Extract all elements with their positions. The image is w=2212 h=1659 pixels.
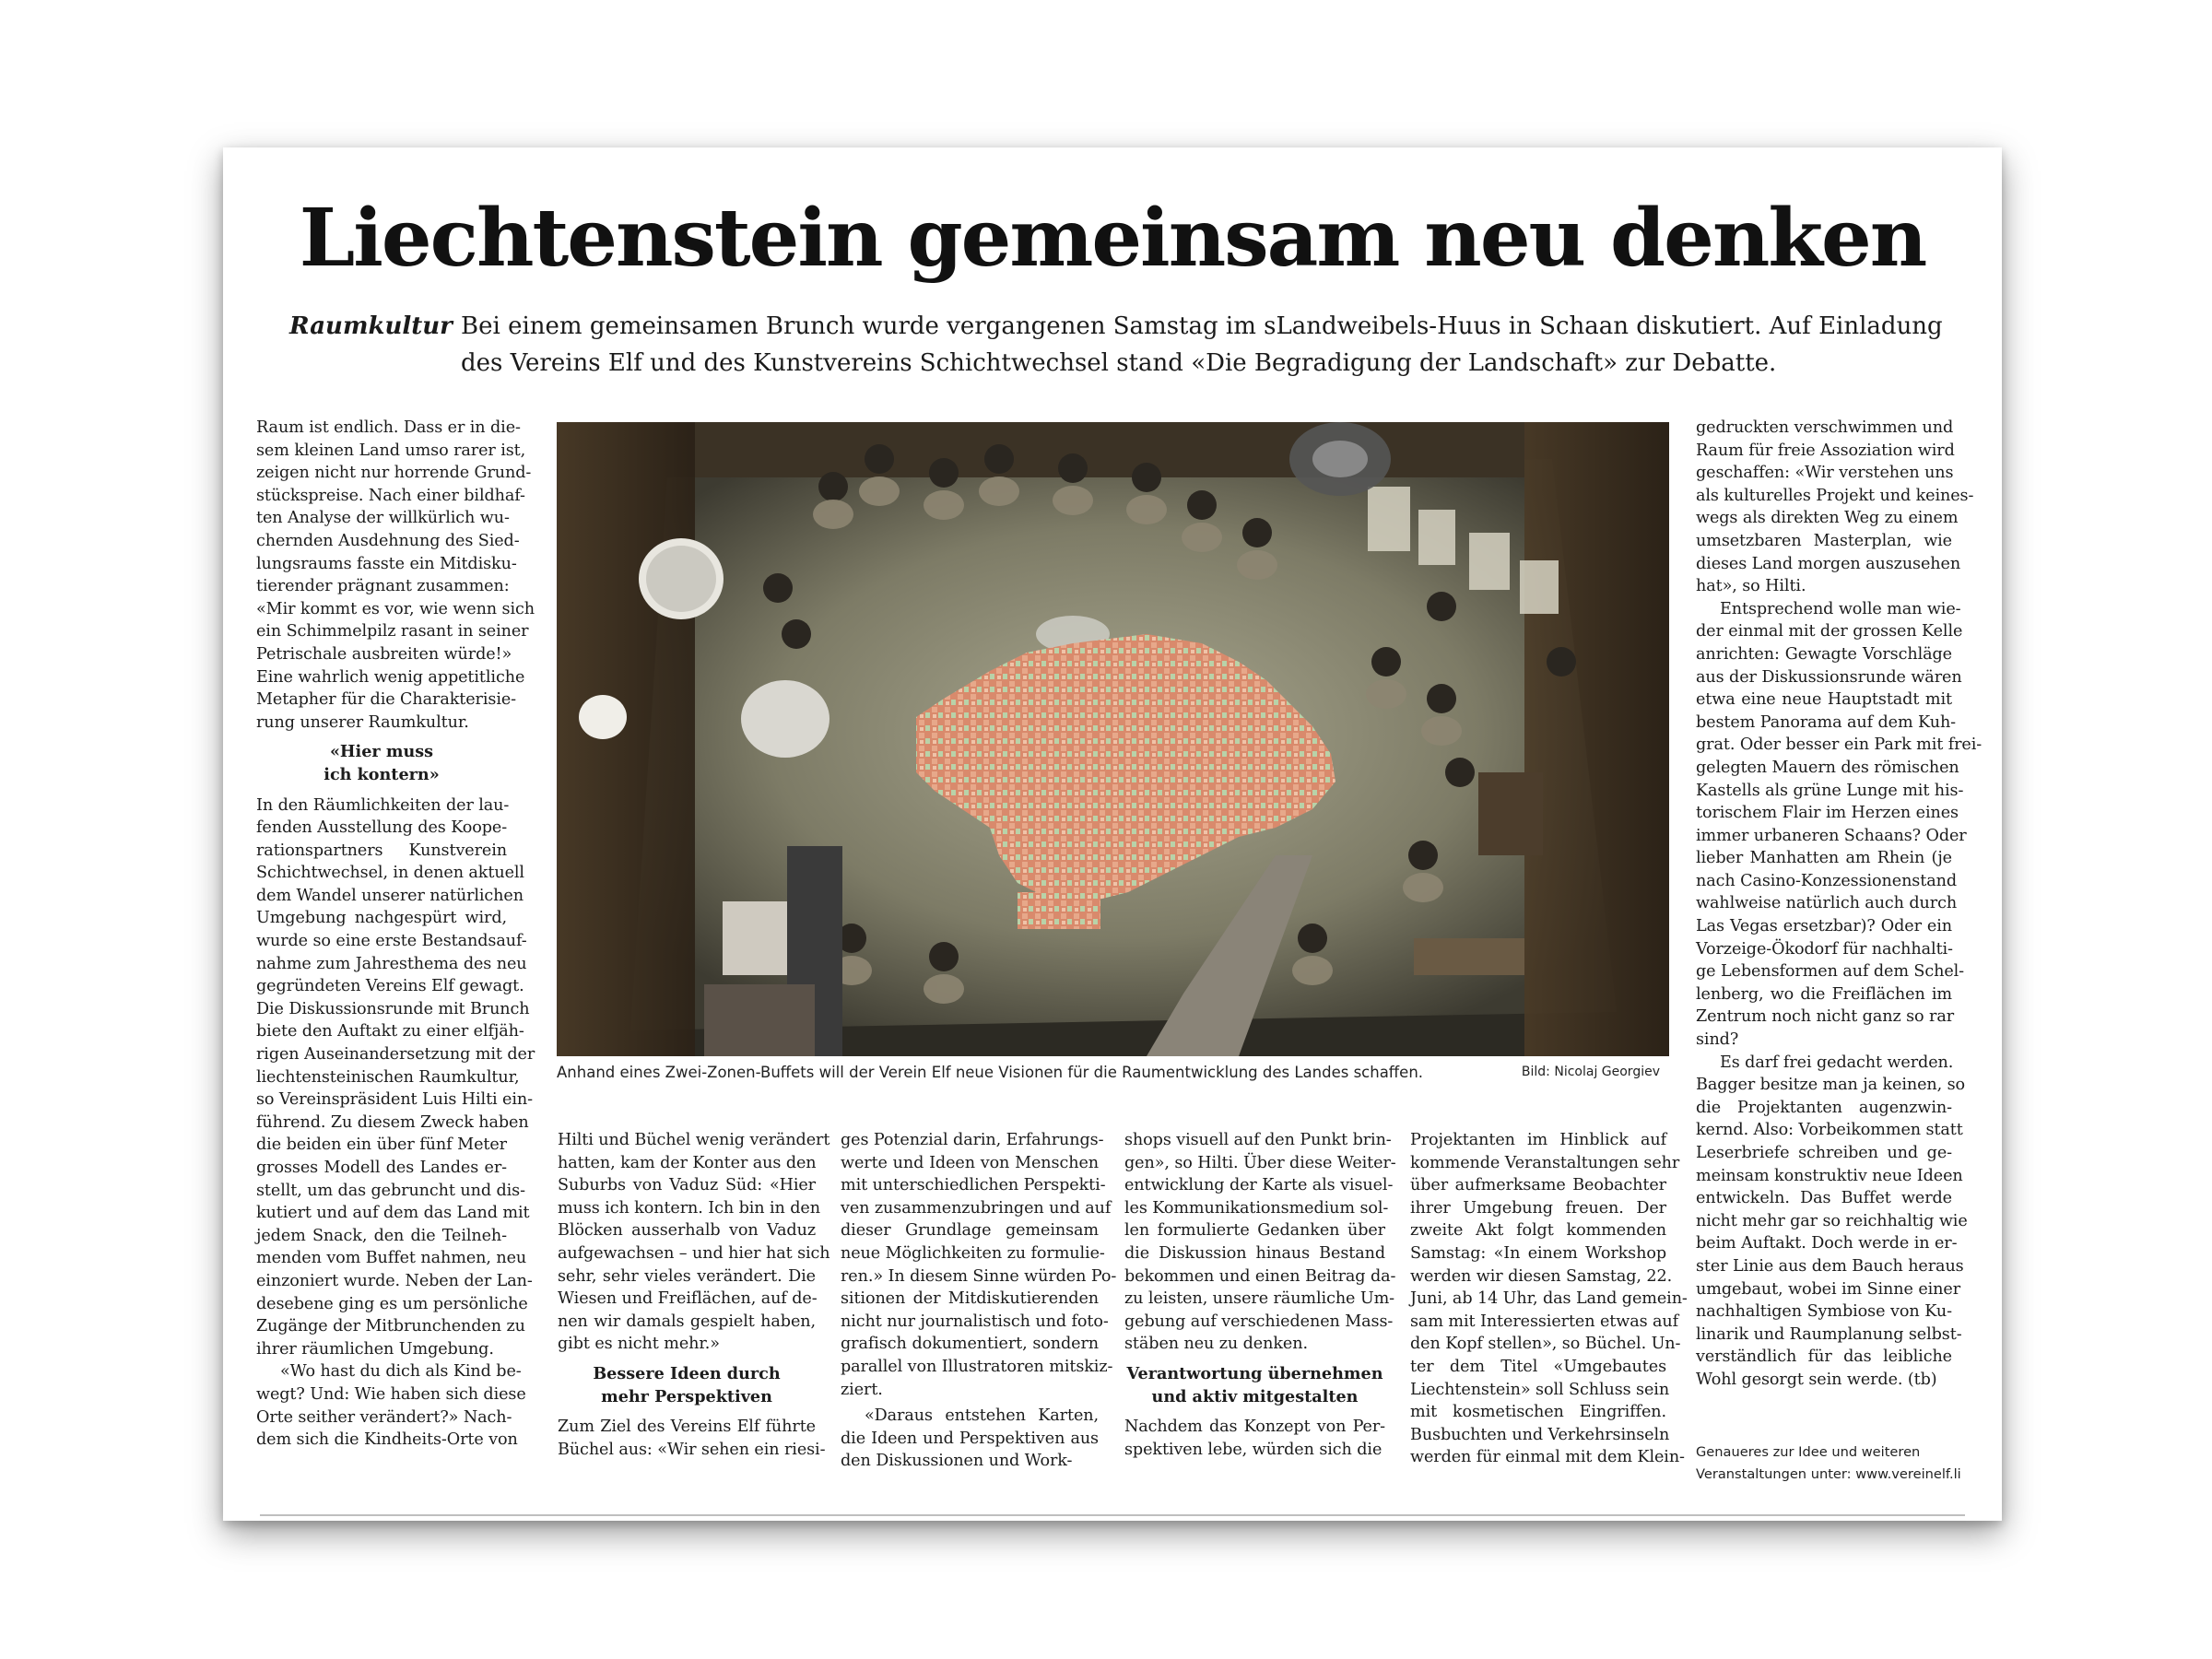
text-line: Entsprechend wolle man wie-: [1720, 599, 1961, 618]
text-line: gebung auf verschiedenen Mass-: [1124, 1312, 1394, 1331]
photo-caption: [557, 1064, 1669, 1081]
text-line: ziert.: [841, 1380, 883, 1399]
text-line: zeigen nicht nur horrende Grund-: [256, 464, 532, 483]
text-line: gegründeten Vereins Elf gewagt.: [256, 977, 524, 996]
text-line: In den Räumlichkeiten der lau-: [256, 795, 510, 815]
text-line: Nachdem das Konzept von Per-: [1124, 1418, 1385, 1437]
text-line: Die Diskussionsrunde mit Brunch: [256, 999, 530, 1018]
text-line: kernd. Also: Vorbeikommen statt: [1696, 1121, 1963, 1140]
text-line: grosses Modell des Landes er-: [256, 1159, 507, 1177]
text-line: den Kopf stellen», so Büchel. Un-: [1410, 1335, 1681, 1354]
subheading: Verantwortung übernehmen: [1126, 1363, 1383, 1383]
text-line: Juni, ab 14 Uhr, das Land gemein-: [1410, 1289, 1688, 1309]
text-line: nach Casino-Konzessionenstand: [1696, 871, 1957, 890]
text-line: die Projektanten augenzwin-: [1696, 1098, 1952, 1117]
text-line: gelegten Mauern des römischen: [1696, 758, 1959, 777]
text-line: lenberg, wo die Freiflächen im: [1696, 984, 1952, 1004]
text-line: Kastells als grüne Lunge mit his-: [1696, 781, 1964, 800]
text-line: Zugänge der Mitbrunchenden zu: [256, 1317, 525, 1336]
text-line: ge Lebensformen auf dem Schel-: [1696, 962, 1965, 982]
text-line: wahlweise natürlich auch durch: [1696, 894, 1958, 913]
info-box: [1696, 1441, 1961, 1486]
text-line: aus der Diskussionsrunde wären: [1696, 667, 1962, 687]
text-line: anrichten: Gewagte Vorschläge: [1696, 644, 1952, 664]
text-line: dem Wandel unserer natürlichen: [256, 886, 524, 905]
text-line: linarik und Raumplanung selbst-: [1696, 1324, 1962, 1344]
text-line: Wohl gesorgt sein werde. (tb): [1696, 1370, 1937, 1389]
text-line: bekommen und einen Beitrag da-: [1124, 1266, 1396, 1286]
text-line: tierender prägnant zusammen:: [256, 577, 510, 596]
text-line: Samstag: «In einem Workshop: [1410, 1243, 1666, 1263]
photo-illustration: [557, 422, 1669, 1056]
text-line: fenden Ausstellung des Koope-: [256, 818, 508, 838]
text-line: wegt? Und: Wie haben sich diese: [256, 1384, 526, 1404]
text-line: sind?: [1696, 1030, 1739, 1050]
deck-line-1: Bei einem gemeinsamen Brunch wurde vergangenen Samstag im sLandweibels-Huus in Schaan diskutiert. Auf Einladung: [461, 312, 1943, 340]
info-line-1: Genaueres zur Idee und weiteren: [1696, 1444, 1921, 1460]
text-line: Orte seither verändert?» Nach-: [256, 1407, 512, 1427]
text-line: werden wir diesen Samstag, 22.: [1410, 1266, 1673, 1286]
article-photo: [557, 422, 1669, 1056]
text-line: rationspartners Kunstverein: [256, 841, 507, 860]
subheading: mehr Perspektiven: [601, 1386, 772, 1406]
text-line: gen», so Hilti. Über diese Weiter-: [1124, 1153, 1396, 1172]
text-line: nicht nur journalistisch und foto-: [841, 1312, 1109, 1331]
text-line: «Daraus entstehen Karten,: [865, 1406, 1099, 1426]
text-line: ihrer Umgebung freuen. Der: [1410, 1198, 1666, 1218]
text-line: len formulierte Gedanken über: [1124, 1221, 1385, 1241]
text-line: entwicklung der Karte als visuel-: [1124, 1176, 1394, 1195]
text-line: desebene ging es um persönliche: [256, 1294, 528, 1313]
text-line: Wiesen und Freiflächen, auf de-: [558, 1289, 818, 1309]
text-line: führend. Zu diesem Zweck haben: [256, 1112, 529, 1132]
text-line: über aufmerksame Beobachter: [1410, 1176, 1666, 1195]
text-line: die Ideen und Perspektiven aus: [841, 1429, 1099, 1448]
headline: Liechtenstein gemeinsam neu denken: [299, 192, 1926, 285]
text-line: liechtensteinischen Raumkultur,: [256, 1067, 520, 1087]
text-line: torischem Flair im Herzen eines: [1696, 804, 1959, 823]
text-line: Metapher für die Charakterisie-: [256, 690, 517, 710]
text-line: jedem Snack, den die Teilneh-: [256, 1226, 507, 1245]
text-line: mit unterschiedlichen Perspekti-: [841, 1176, 1106, 1195]
text-line: kutiert und auf dem das Land mit: [256, 1204, 530, 1223]
text-line: ren.» In diesem Sinne würden Po-: [841, 1266, 1117, 1286]
text-line: nen wir damals gespielt haben,: [558, 1312, 816, 1331]
text-line: biete den Auftakt zu einer elfjäh-: [256, 1022, 524, 1041]
text-line: Schichtwechsel, in denen aktuell: [256, 864, 524, 883]
text-line: Petrischale ausbreiten würde!»: [256, 644, 512, 664]
text-line: nahme zum Jahresthema des neu: [256, 954, 527, 973]
article-column-6: [1696, 417, 1983, 1392]
text-line: bestem Panorama auf dem Kuh-: [1696, 712, 1957, 732]
text-line: Liechtenstein» soll Schluss sein: [1410, 1380, 1670, 1399]
text-line: Leserbriefe schreiben und ge-: [1696, 1144, 1952, 1162]
text-line: kommende Veranstaltungen sehr: [1410, 1153, 1680, 1172]
text-line: «Wo hast du dich als Kind be-: [280, 1362, 522, 1382]
text-line: aufgewachsen – und hier hat sich: [558, 1243, 830, 1263]
text-line: sehr, sehr vieles verändert. Die: [558, 1266, 816, 1286]
text-line: werden für einmal mit dem Klein-: [1410, 1448, 1685, 1467]
text-line: Zum Ziel des Vereins Elf führte: [558, 1418, 816, 1437]
text-line: Bagger besitze man ja keinen, so: [1696, 1076, 1966, 1095]
text-line: menden vom Buffet nahmen, neu: [256, 1249, 527, 1268]
text-line: immer urbaneren Schaans? Oder: [1696, 826, 1967, 845]
text-line: ven zusammenzubringen und auf: [841, 1198, 1112, 1218]
text-line: gedruckten verschwimmen und: [1696, 418, 1954, 437]
caption-text: Anhand eines Zwei-Zonen-Buffets will der Verein Elf neue Visionen für die Raumentwicklung des Landes schaffen.: [557, 1064, 1424, 1081]
article-column-4: [1124, 1129, 1396, 1461]
text-line: sam mit Interessierten etwas auf: [1410, 1312, 1679, 1331]
text-line: dieser Grundlage gemeinsam: [841, 1221, 1099, 1241]
text-line: Suburbs von Vaduz Süd: «Hier: [558, 1176, 816, 1195]
photo-credit: Bild: Nicolaj Georgiev: [1521, 1065, 1660, 1079]
text-line: les Kommunikationsmedium sol-: [1124, 1198, 1389, 1218]
text-line: parallel von Illustratoren mitskiz-: [841, 1357, 1113, 1376]
newspaper-page: [223, 147, 2002, 1521]
text-line: Blöcken ausserhalb von Vaduz: [558, 1221, 816, 1241]
text-line: zu leisten, unsere räumliche Um-: [1124, 1289, 1395, 1309]
text-line: hat», so Hilti.: [1696, 577, 1806, 596]
article-column-5: [1410, 1129, 1688, 1469]
text-line: ster Linie aus dem Bauch heraus: [1696, 1256, 1964, 1276]
subheading: Bessere Ideen durch: [593, 1363, 781, 1383]
text-line: ges Potenzial darin, Erfahrungs-: [841, 1131, 1104, 1149]
text-line: Vorzeige-Ökodorf für nachhalti-: [1696, 939, 1953, 959]
text-line: als kulturelles Projekt und keines-: [1696, 486, 1974, 505]
text-line: Raum ist endlich. Dass er in die-: [256, 418, 521, 437]
text-line: nicht mehr gar so reichhaltig wie: [1696, 1211, 1968, 1230]
text-line: umsetzbaren Masterplan, wie: [1696, 531, 1952, 550]
text-line: wurde so eine erste Bestandsauf-: [256, 932, 527, 951]
text-line: ten Analyse der willkürlich wu-: [256, 509, 510, 528]
text-line: nachhaltigen Symbiose von Ku-: [1696, 1302, 1952, 1322]
text-line: wegs als direkten Weg zu einem: [1696, 509, 1959, 528]
text-line: lungsraums fasste ein Mitdisku-: [256, 554, 517, 573]
subheading: und aktiv mitgestalten: [1151, 1386, 1359, 1406]
text-line: grat. Oder besser ein Park mit frei-: [1696, 735, 1983, 755]
text-line: einzoniert wurde. Neben der Lan-: [256, 1271, 533, 1290]
text-line: die beiden ein über fünf Meter: [256, 1135, 507, 1155]
text-line: Busbuchten und Verkehrsinseln: [1410, 1425, 1670, 1444]
text-line: stückspreise. Nach einer bildhaf-: [256, 486, 525, 505]
text-line: der einmal mit der grossen Kelle: [1696, 622, 1963, 641]
text-line: ter dem Titel «Umgebautes: [1410, 1357, 1666, 1376]
text-line: verständlich für das leibliche: [1696, 1347, 1952, 1367]
text-line: sem kleinen Land umso rarer ist,: [256, 441, 526, 460]
text-line: «Mir kommt es vor, wie wenn sich: [256, 599, 535, 618]
text-line: den Diskussionen und Work-: [841, 1452, 1073, 1471]
subheading: ich kontern»: [324, 764, 440, 784]
text-line: meinsam konstruktiv neue Ideen: [1696, 1166, 1963, 1185]
text-line: sitionen der Mitdiskutierenden: [841, 1289, 1099, 1309]
text-line: die Diskussion hinaus Bestand: [1124, 1243, 1385, 1263]
text-line: mit kosmetischen Eingriffen.: [1410, 1403, 1666, 1422]
text-line: dieses Land morgen auszusehen: [1696, 554, 1961, 573]
text-line: etwa eine neue Hauptstadt mit: [1696, 690, 1952, 710]
deck-kicker: Raumkultur: [289, 312, 453, 340]
deck-line-2: des Vereins Elf und des Kunstvereins Schichtwechsel stand «Die Begradigung der Landschaft» zur Debatte.: [461, 349, 1777, 377]
text-line: rigen Auseinandersetzung mit der: [256, 1045, 535, 1065]
text-line: umgebaut, wobei im Sinne einer: [1696, 1279, 1961, 1299]
text-line: Hilti und Büchel wenig verändert: [558, 1131, 830, 1149]
text-line: beim Auftakt. Doch werde in er-: [1696, 1234, 1958, 1253]
text-line: Raum für freie Assoziation wird: [1696, 441, 1955, 460]
text-line: werte und Ideen von Menschen: [841, 1153, 1099, 1172]
text-line: Büchel aus: «Wir sehen ein riesi-: [558, 1440, 826, 1459]
text-line: Zentrum noch nicht ganz so rar: [1696, 1007, 1955, 1027]
text-line: entwickeln. Das Buffet werde: [1696, 1189, 1952, 1208]
text-line: Las Vegas ersetzbar)? Oder ein: [1696, 917, 1952, 936]
text-line: rung unserer Raumkultur.: [256, 712, 469, 732]
info-line-2: Veranstaltungen unter: www.vereinelf.li: [1696, 1466, 1961, 1482]
text-line: hatten, kam der Konter aus den: [558, 1153, 817, 1172]
text-line: stäben neu zu denken.: [1124, 1335, 1308, 1354]
text-line: zweite Akt folgt kommenden: [1410, 1221, 1666, 1241]
text-line: shops visuell auf den Punkt brin-: [1124, 1131, 1392, 1149]
text-line: geschaffen: «Wir verstehen uns: [1696, 464, 1954, 483]
text-line: gibt es nicht mehr.»: [558, 1335, 720, 1354]
text-line: spektiven lebe, würden sich die: [1124, 1440, 1382, 1459]
subheading: «Hier muss: [329, 742, 434, 762]
text-line: neue Möglichkeiten zu formulie-: [841, 1243, 1105, 1263]
text-line: stellt, um das gebruncht und dis-: [256, 1181, 525, 1200]
bottom-rule: [260, 1514, 1965, 1516]
article-column-2: [558, 1129, 830, 1461]
text-line: muss ich kontern. Ich bin in den: [558, 1198, 820, 1218]
text-line: so Vereinspräsident Luis Hilti ein-: [256, 1090, 533, 1110]
text-line: Umgebung nachgespürt wird,: [256, 909, 507, 928]
article-column-3: [841, 1129, 1117, 1473]
article-column-1: [256, 417, 535, 1452]
text-line: grafisch dokumentiert, sondern: [841, 1335, 1099, 1354]
text-line: Es darf frei gedacht werden.: [1720, 1053, 1954, 1072]
text-line: ihrer räumlichen Umgebung.: [256, 1339, 494, 1359]
text-line: Projektanten im Hinblick auf: [1410, 1131, 1666, 1149]
text-line: lieber Manhatten am Rhein (je: [1696, 849, 1952, 868]
text-line: dem sich die Kindheits-Orte von: [256, 1430, 518, 1450]
text-line: Eine wahrlich wenig appetitliche: [256, 667, 525, 687]
text-line: ein Schimmelpilz rasant in seiner: [256, 622, 529, 641]
deck: [289, 308, 1947, 382]
text-line: chernden Ausdehnung des Sied-: [256, 531, 520, 550]
